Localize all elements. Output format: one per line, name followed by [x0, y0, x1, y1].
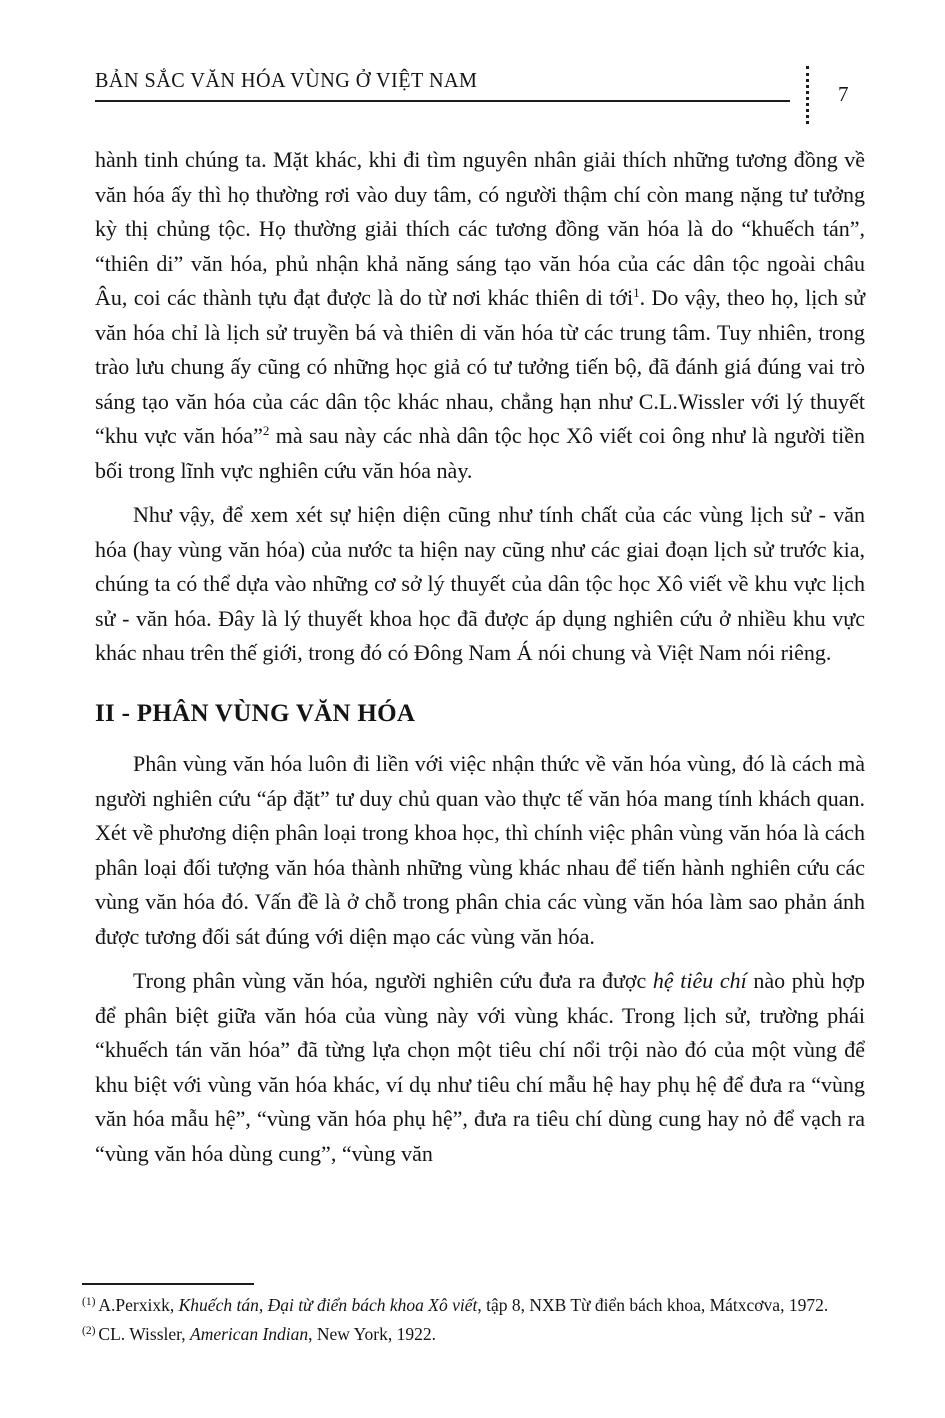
footnotes [82, 1283, 872, 1347]
book-title: BẢN SẮC VĂN HÓA VÙNG Ở VIỆT NAM [95, 68, 478, 92]
paragraph-2: Như vậy, để xem xét sự hiện diện cũng như tính chất của các vùng lịch sử - văn hóa (hay vùng văn hóa) của nước ta hiện nay cũng như các giai đoạn lịch sử trước kia, chúng ta có thể dựa vào những cơ sở lý thuyết của dân tộc học Xô viết về khu vực lịch sử - văn hóa. Đây là lý thuyết khoa học đã được áp dụng nghiên cứu ở nhiều khu vực khác nhau trên thế giới, trong đó có Đông Nam Á nói chung và Việt Nam nói riêng. [95, 502, 865, 665]
paragraph-1-text: hành tinh chúng ta. Mặt khác, khi đi tìm nguyên nhân giải thích những tương đồng về văn hóa ấy thì họ thường rơi vào duy tâm, có người thậm chí còn mang nặng tư tưởng kỳ thị chủng tộc. Họ thường giải thích các tương đồng văn hóa là do “khuếch tán”, “thiên di” văn hóa, phủ nhận khả năng sáng tạo văn hóa của các dân tộc ngoài châu Âu, coi các thành tựu đạt được là do từ nơi khác thiên di tới [95, 147, 865, 310]
paragraph-1-text: mà sau này các nhà dân tộc học Xô viết coi ông như là người tiền bối trong lĩnh vực nghiên cứu văn hóa này. [95, 423, 865, 483]
footnote-2-author: CL. Wissler, [98, 1324, 191, 1344]
footnote-1-title: Khuếch tán, Đại từ điển bách khoa Xô viết [178, 1295, 478, 1315]
footnote-1-author: A.Perxixk, [98, 1295, 179, 1315]
body-text [95, 143, 865, 1181]
paragraph-4-text: nào phù hợp để phân biệt giữa văn hóa của vùng này với vùng khác. Trong lịch sử, trường phái “khuếch tán văn hóa” đã từng lựa chọn một tiêu chí nổi trội nào đó của một vùng để khu biệt với vùng văn hóa khác, ví dụ như tiêu chí mẫu hệ hay phụ hệ để đưa ra “vùng văn hóa mẫu hệ”, “vùng văn hóa phụ hệ”, đưa ra tiêu chí dùng cung hay nỏ để vạch ra “vùng văn hóa dùng cung”, “vùng văn [95, 968, 865, 1166]
page-number: 7 [838, 82, 849, 106]
paragraph-4-italic-term: hệ tiêu chí [652, 968, 747, 993]
paragraph-3: Phân vùng văn hóa luôn đi liền với việc nhận thức về văn hóa vùng, đó là cách mà người nghiên cứu “áp đặt” tư duy chủ quan vào thực tế văn hóa mang tính khách quan. Xét về phương diện phân loại trong khoa học, thì chính việc phân vùng văn hóa là cách phân loại đối tượng văn hóa thành những vùng khác nhau để tiến hành nghiên cứu các vùng văn hóa đó. Vấn đề là ở chỗ trong phân chia các vùng văn hóa làm sao phản ánh được tương đối sát đúng với diện mạo các vùng văn hóa. [95, 751, 865, 949]
footnote-1-publication: , tập 8, NXB Từ điển bách khoa, Mátxcơva, 1972. [477, 1295, 829, 1315]
footnote-1-marker: (1) [82, 1296, 96, 1308]
paragraph-4 [95, 964, 865, 1171]
paragraph-4-text: Trong phân vùng văn hóa, người nghiên cứu đưa ra được [133, 968, 653, 993]
section-heading: II - PHÂN VÙNG VĂN HÓA [95, 699, 416, 727]
footnote-1 [82, 1289, 872, 1318]
page-number-divider [806, 66, 809, 124]
footnote-separator [82, 1283, 254, 1285]
footnote-ref-2: 2 [262, 423, 270, 438]
footnote-2-marker: (2) [82, 1325, 96, 1337]
paragraph-1-text: . Do vậy, theo họ, lịch sử văn hóa chỉ là lịch sử truyền bá và thiên di văn hóa từ các trung tâm. Tuy nhiên, trong trào lưu chung ấy cũng có những học giả có tư tưởng tiến bộ, đã đánh giá đúng vai trò sáng tạo văn hóa của các dân tộc khác nhau, chẳng hạn như C.L.Wissler với lý thuyết “khu vực văn hóa” [95, 285, 865, 448]
footnote-2 [82, 1318, 872, 1347]
footnote-ref-1: 1 [633, 285, 640, 300]
paragraph-1 [95, 143, 865, 488]
running-head [95, 68, 790, 102]
footnote-2-publication: , New York, 1922. [308, 1324, 436, 1344]
footnote-2-title: American Indian [190, 1324, 309, 1344]
